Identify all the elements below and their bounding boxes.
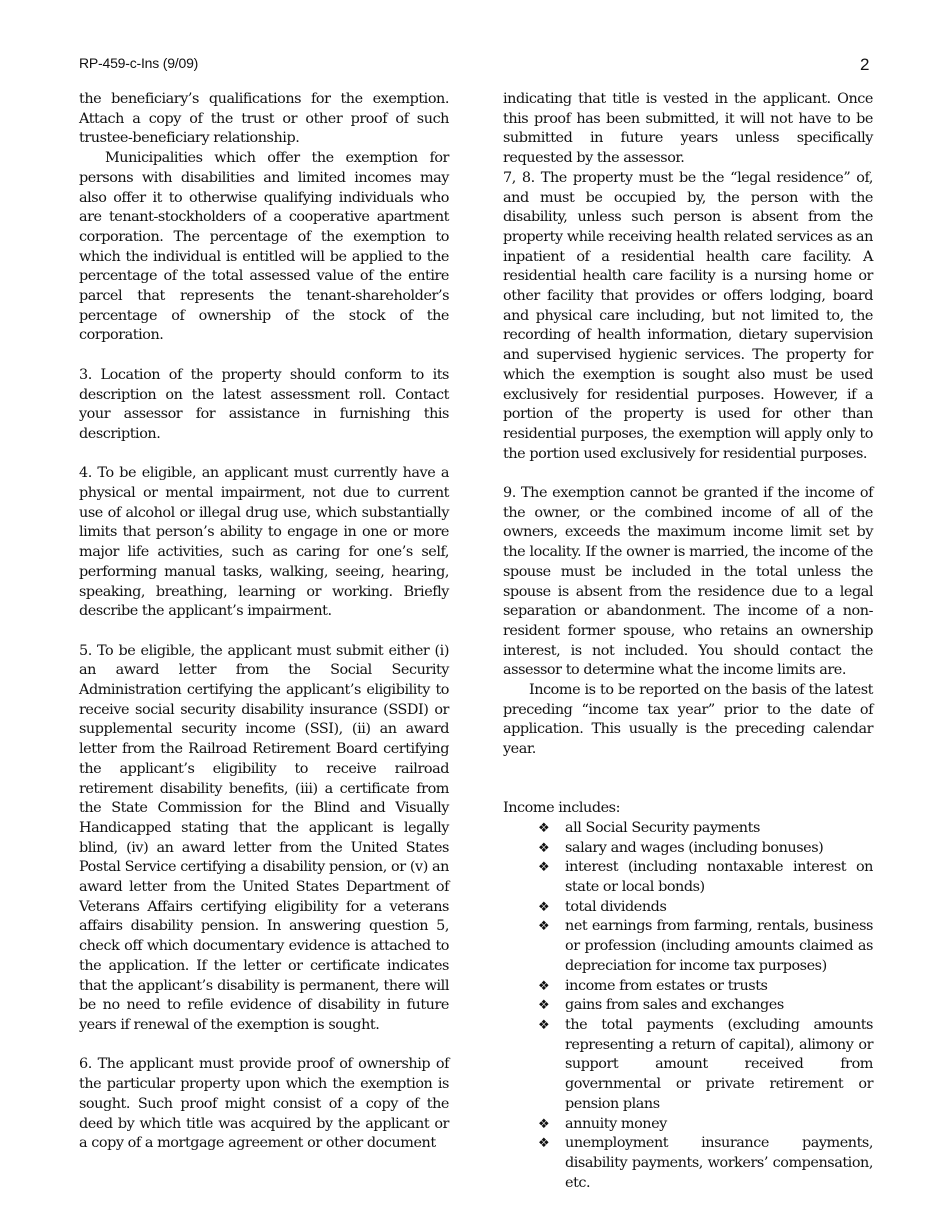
diamond-bullet-icon: ❖: [538, 820, 550, 836]
income-list: [503, 819, 873, 1193]
diamond-bullet-icon: ❖: [538, 919, 550, 935]
item-6-ownership-paragraph: 6. The applicant must provide proof of ownership of the particular property upon which the exemption is sought. Such proof might consist of a copy of the deed by which title was acquired by the applicant or a copy of a mortgage agreement or other document: [79, 1056, 449, 1152]
list-item: ❖ income from estates or trusts: [565, 977, 873, 997]
cooperative-apartment-paragraph: Municipalities which offer the exemption for persons with disabilities and limited incomes may also offer it to otherwise qualifying individuals who are tenant-stockholders of a cooperative apartment corporation. The percentage of the exemption to which the individual is entitled will be applied to the percentage of the total assessed value of the entire parcel that represents the tenant-shareholder’s percentage of ownership of the stock of the corporation.: [79, 150, 449, 344]
list-item: ❖ annuity money: [565, 1115, 873, 1135]
right-column: [503, 90, 873, 1193]
page-number: 2: [860, 55, 870, 74]
form-identifier: RP-459-c-Ins (9/09): [79, 55, 199, 71]
list-item: ❖ interest (including nontaxable interest on state or local bonds): [538, 859, 873, 896]
list-item: ❖ gains from sales and exchanges: [565, 996, 873, 1016]
diamond-bullet-icon: ❖: [538, 860, 550, 876]
item-5-evidence-paragraph: 5. To be eligible, the applicant must submit either (i) an award letter from the Social Security Administration certifying the applicant’s eligibility to receive social security disability insurance (SSDI) or supplemental security income (SSI), (ii) an award letter from the Railroad Retirement Board certifying the applicant’s eligibility to receive railroad retirement disability benefits, (iii) a certificate from the State Commission for the Blind and Visually Handicapped stating that the applicant is legally blind, (iv) an award letter from the United States Postal Service certifying a disability pension, or (v) an award letter from the United States Department of Veterans Affairs certifying eligibility for a veterans affairs disability pension. In answering question 5, check off which documentary evidence is attached to the application. If the letter or certificate indicates that the applicant’s disability is permanent, there will be no need to refile evidence of disability in future years if renewal of the exemption is sought.: [79, 642, 449, 1033]
diamond-bullet-icon: ❖: [538, 1136, 550, 1152]
diamond-bullet-icon: ❖: [538, 899, 550, 915]
item-4-impairment-paragraph: 4. To be eligible, an applicant must currently have a physical or mental impairment, not due to current use of alcohol or illegal drug use, which substantially limits that person’s ability to engage in one or more major life activities, such as caring for one’s self, performing manual tasks, walking, seeing, hearing, speaking, breathing, learning or working. Briefly describe the applicant’s impairment.: [79, 465, 449, 620]
title-vested-paragraph: indicating that title is vested in the applicant. Once this proof has been submitted, it will not have to be submitted in future years unless specifically requested by the assessor.: [503, 91, 873, 167]
trust-beneficiary-paragraph: the beneficiary’s qualifications for the exemption. Attach a copy of the trust or other proof of such trustee-beneficiary relationship.: [79, 91, 449, 147]
left-column: [79, 90, 449, 1154]
diamond-bullet-icon: ❖: [538, 1018, 550, 1033]
item-9-income-limit-paragraph: 9. The exemption cannot be granted if the income of the owner, or the combined income of all of the owners, exceeds the maximum income limit set by the locality. If the owner is married, the income of the spouse must be included in the total unless the spouse is absent from the residence due to a legal separation or abandonment. The income of a non-resident former spouse, who retains an ownership interest, is not included. You should contact the assessor to determine what the income limits are.: [503, 485, 873, 679]
list-item: ❖ total dividends: [565, 898, 873, 918]
list-item: ❖ all Social Security payments: [565, 819, 873, 839]
list-item: ❖ net earnings from farming, rentals, business or profession (including amounts claimed as depreciation for income tax purposes): [538, 918, 873, 974]
income-includes-heading: Income includes:: [503, 800, 620, 817]
item-3-location-paragraph: 3. Location of the property should conform to its description on the latest assessment roll. Contact your assessor for assistance in furnishing this description.: [79, 366, 449, 442]
diamond-bullet-icon: ❖: [538, 1116, 550, 1132]
diamond-bullet-icon: ❖: [538, 978, 550, 994]
item-7-8-residence-paragraph: 7, 8. The property must be the “legal residence” of, and must be occupied by, the person with the disability, unless such person is absent from the property while receiving health related services as an inpatient of a residential health care facility. A residential health care facility is a nursing home or other facility that provides or offers lodging, board and physical care including, but not limited to, the recording of health information, dietary supervision and supervised hygienic services. The property for which the exemption is sought also must be used exclusively for residential purposes. However, if a portion of the property is used for other than residential purposes, the exemption will apply only to the portion used exclusively for residential purposes.: [503, 169, 873, 462]
list-item: ❖ unemployment insurance payments, disability payments, workers’ compensation, etc.: [538, 1135, 873, 1191]
diamond-bullet-icon: ❖: [538, 840, 550, 856]
list-item: ❖ the total payments (excluding amounts representing a return of capital), alimony or support amount received from governmental or private retirement or pension plans: [538, 1017, 873, 1112]
diamond-bullet-icon: ❖: [538, 998, 550, 1014]
income-tax-year-paragraph: Income is to be reported on the basis of the latest preceding “income tax year” prior to the date of application. This usually is the preceding calendar year.: [503, 682, 873, 758]
list-item: ❖ salary and wages (including bonuses): [565, 839, 873, 859]
